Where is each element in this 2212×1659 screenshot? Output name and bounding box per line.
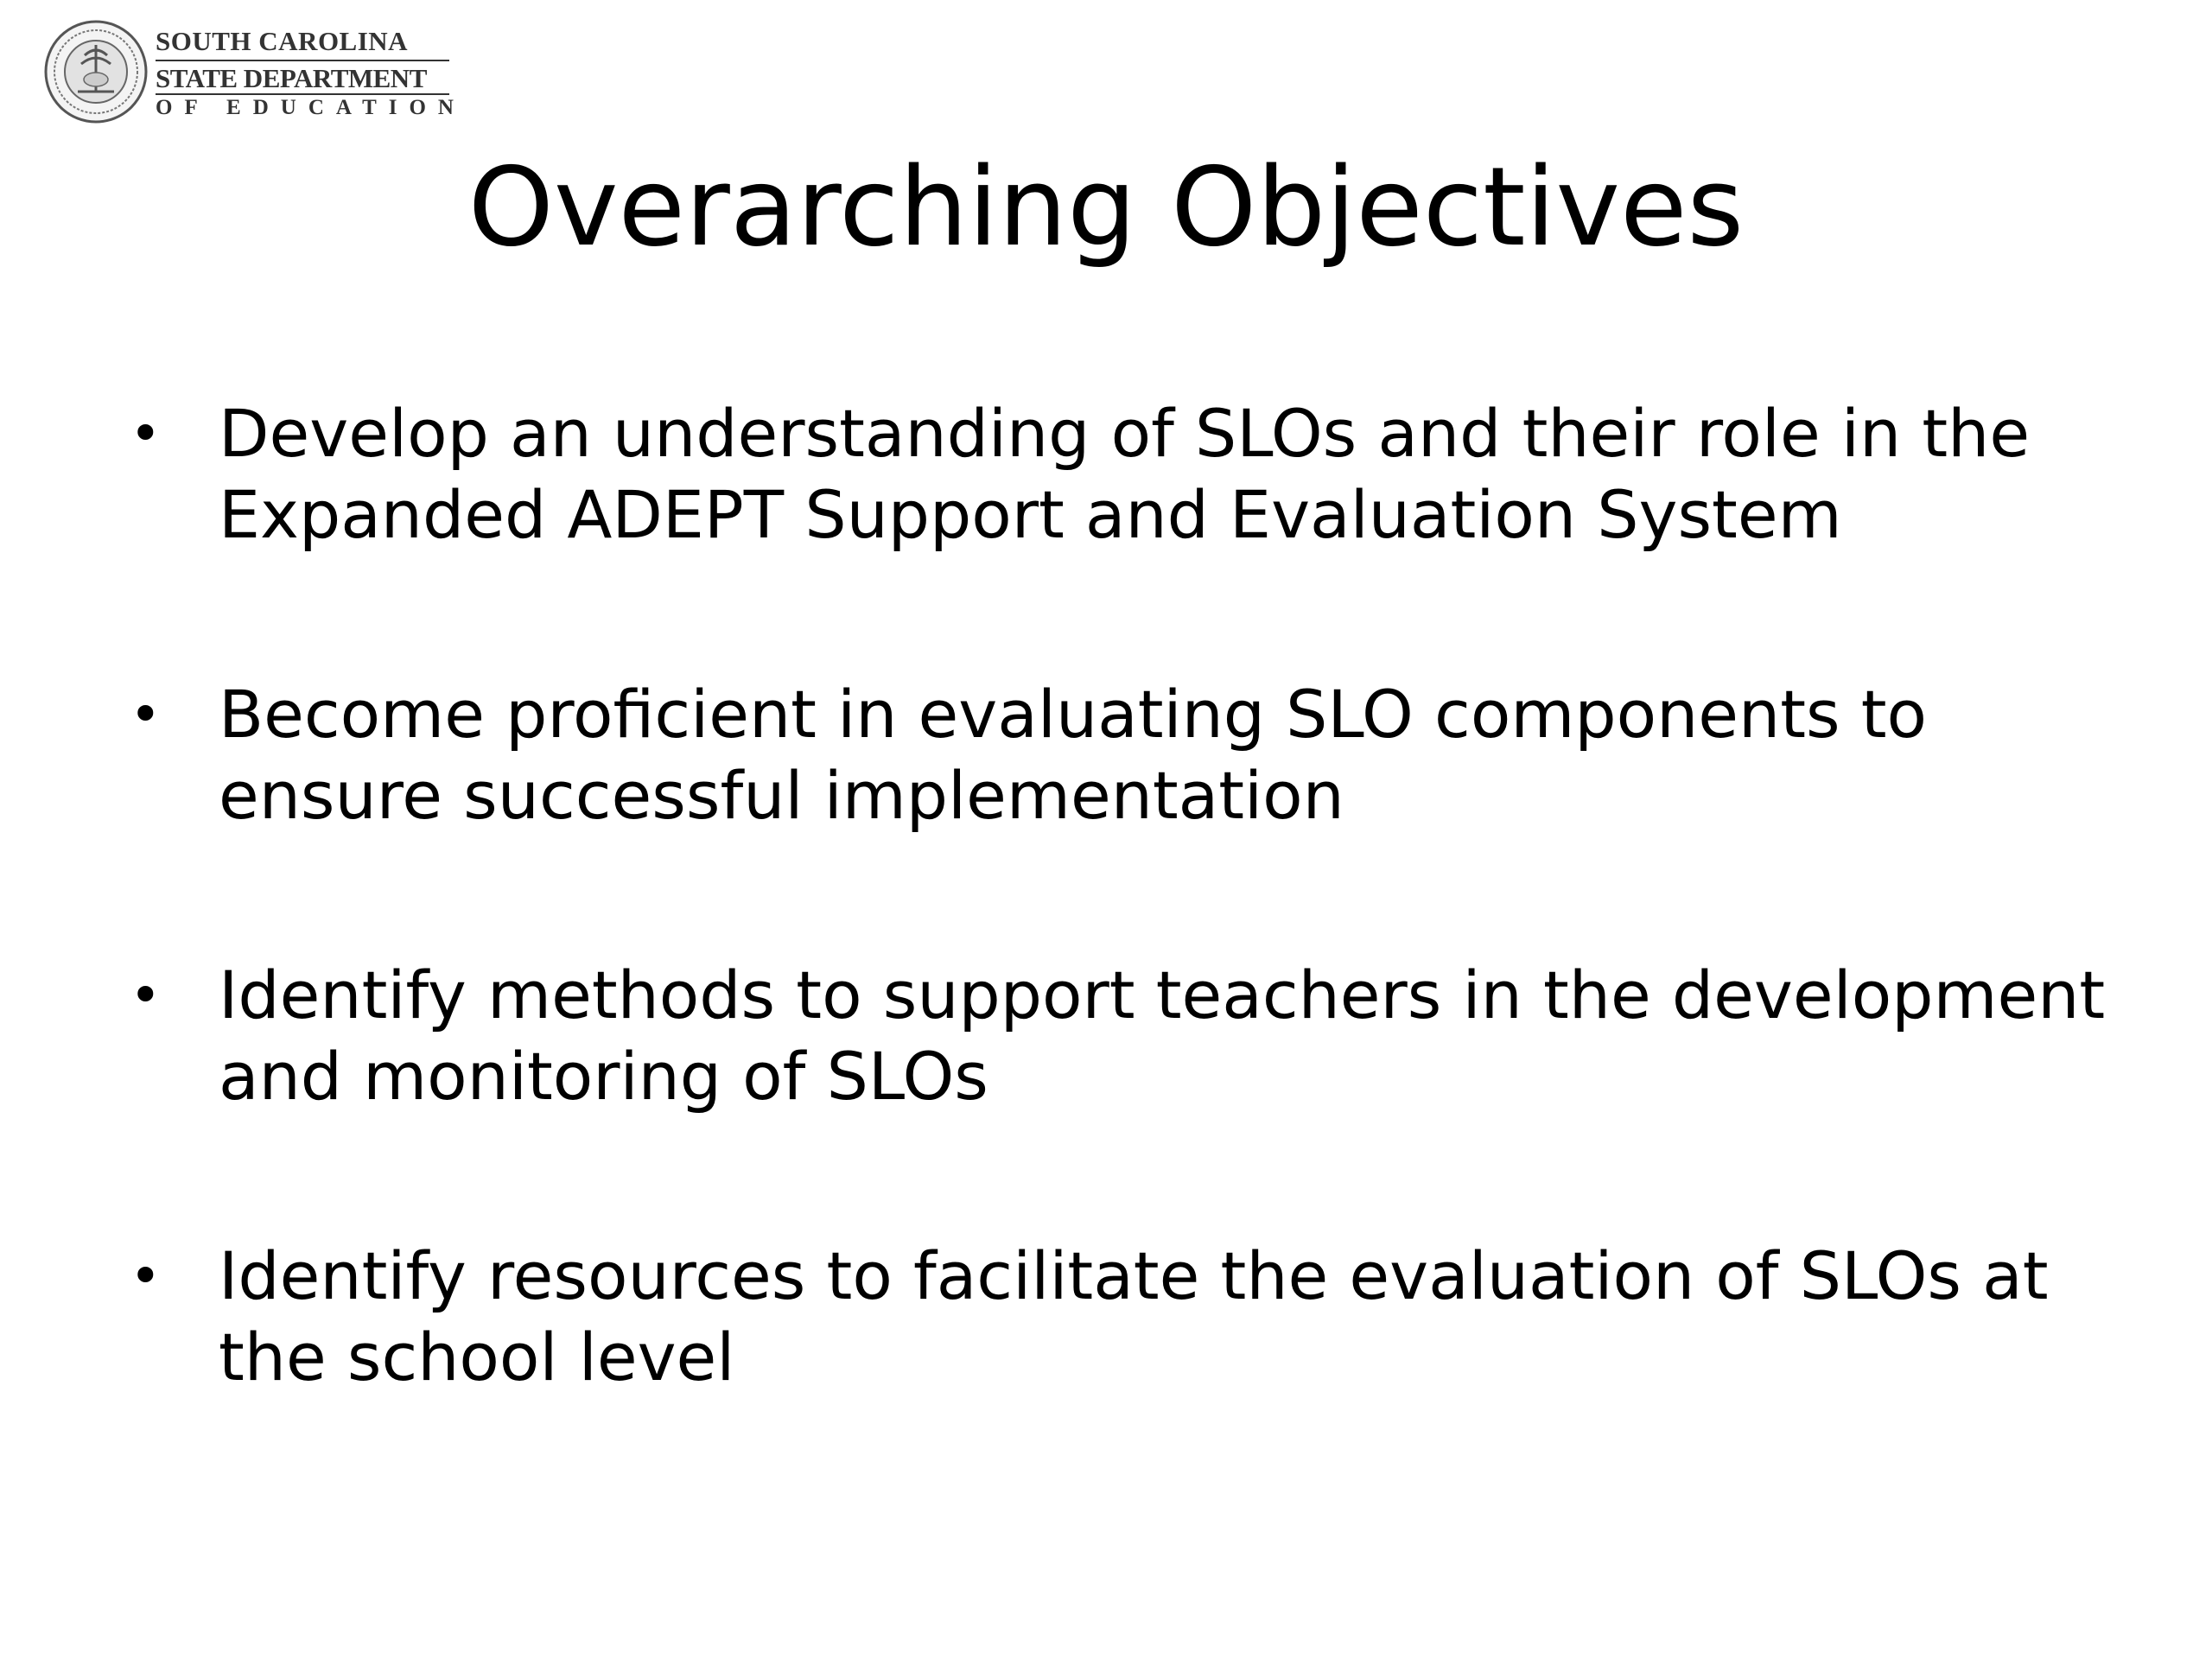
objective-text: Identify resources to facilitate the evaluation of SLOs at the school level [219, 1237, 2049, 1395]
state-seal-icon [43, 19, 149, 124]
objective-text: Become proficient in evaluating SLO components to ensure successful implementation [219, 676, 1928, 834]
logo-line-state: SOUTH CAROLINA [156, 26, 409, 56]
bullet-icon: • [130, 963, 162, 1027]
objective-text: Develop an understanding of SLOs and their role in the Expanded ADEPT Support and Evaluation System [219, 395, 2031, 553]
bullet-icon: • [130, 1244, 162, 1307]
bullet-icon: • [130, 402, 162, 465]
logo-wordmark [156, 26, 466, 119]
objectives-list [130, 393, 2143, 1516]
objective-item [130, 393, 2143, 556]
slide-title: Overarching Objectives [467, 143, 1745, 270]
objective-item [130, 674, 2143, 836]
objective-item [130, 955, 2143, 1117]
objective-item [130, 1236, 2143, 1398]
bullet-icon: • [130, 683, 162, 746]
department-logo [43, 19, 466, 124]
logo-line-department: STATE DEPARTMENT [156, 60, 449, 92]
logo-line-education: OF EDUCATION [156, 93, 449, 118]
objective-text: Identify methods to support teachers in the development and monitoring of SLOs [219, 957, 2106, 1115]
